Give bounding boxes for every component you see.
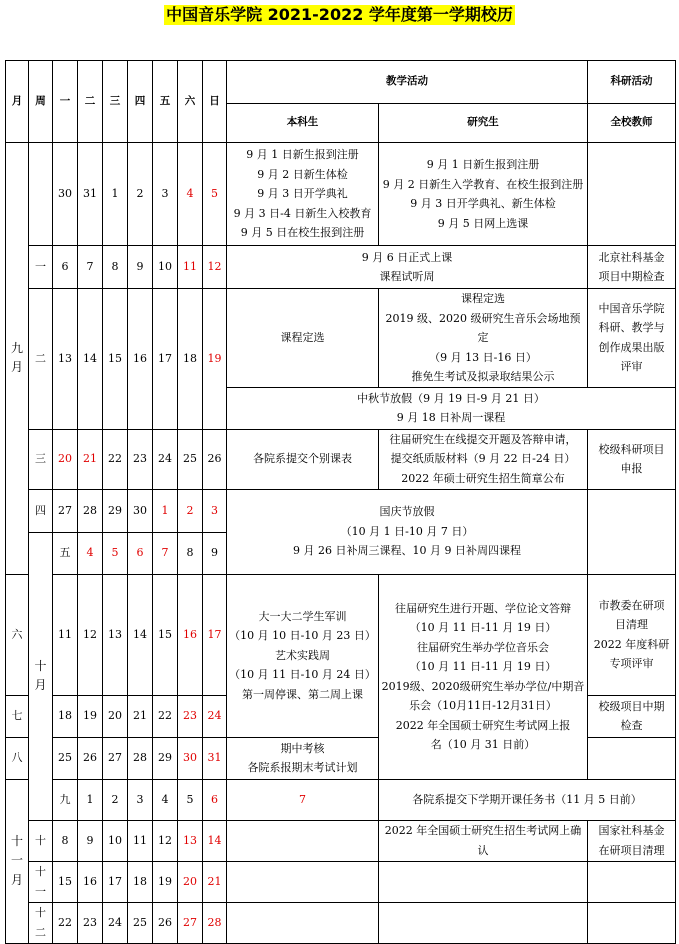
day-cell: 24: [203, 695, 227, 737]
week-row: [6, 143, 676, 246]
day-cell: 9: [78, 820, 103, 861]
day-cell: 20: [53, 429, 78, 489]
activity-research: [588, 902, 676, 943]
activity-teaching: 各院系提交下学期开课任务书（11 月 5 日前）: [379, 779, 676, 820]
holiday-mid-autumn: 中秋节放假（9 月 19 日-9 月 21 日） 9 月 18 日补周一课程: [227, 387, 676, 429]
week-row: [6, 861, 676, 902]
activity-research: 中国音乐学院 科研、教学与 创作成果出版 评审: [588, 289, 676, 388]
day-cell: 30: [128, 489, 153, 532]
day-cell: 5: [178, 779, 203, 820]
week-row: [6, 779, 676, 820]
day-cell: 17: [103, 861, 128, 902]
day-cell: 25: [128, 902, 153, 943]
activity-undergrad: 各院系提交个别课表: [227, 429, 379, 489]
day-cell: 18: [178, 289, 203, 430]
day-cell: 26: [203, 429, 227, 489]
week-label: 二: [29, 289, 53, 430]
week-row: [6, 289, 676, 388]
day-cell: 2: [128, 143, 153, 246]
header-day-sun: 日: [203, 61, 227, 143]
week-row: [6, 902, 676, 943]
day-cell: 11: [128, 820, 153, 861]
activity-undergrad: 9 月 1 日新生报到注册 9 月 2 日新生体检 9 月 3 日开学典礼 9 月 3 日-4 日新生入校教育 9 月 5 日在校生报到注册: [227, 143, 379, 246]
header-faculty: 全校教师: [588, 104, 676, 143]
day-cell: 14: [128, 574, 153, 695]
day-cell: 8: [103, 246, 128, 289]
day-cell: 30: [178, 737, 203, 779]
week-row: [6, 429, 676, 489]
day-cell: 12: [78, 574, 103, 695]
day-cell: 18: [128, 861, 153, 902]
day-cell: 27: [103, 737, 128, 779]
activity-research: [588, 861, 676, 902]
week-row: [6, 574, 676, 695]
week-row: [6, 820, 676, 861]
week-label: 九: [53, 779, 78, 820]
day-cell: 17: [203, 574, 227, 695]
header-undergrad: 本科生: [227, 104, 379, 143]
day-cell: 9: [128, 246, 153, 289]
activity-undergrad: 大一大二学生军训 （10 月 10 日-10 月 23 日） 艺术实践周 （10 月 11 日-10 月 24 日） 第一周停课、第二周上课: [227, 574, 379, 737]
day-cell: 31: [203, 737, 227, 779]
activity-graduate: 往届研究生进行开题、学位论文答辩 （10 月 11 日-11 月 19 日） 往届研究生举办学位音乐会 （10 月 11 日-11 月 19 日） 2019级、2020级研究生举办学位/中期音 乐会（10月11日-12月31日） 2022 年全国硕士研究生考试网上报 名（10 月 31 日前）: [379, 574, 588, 779]
day-cell: 31: [78, 143, 103, 246]
week-label: 十 一: [29, 861, 53, 902]
day-cell: 8: [178, 532, 203, 574]
activity-undergrad: 课程定选: [227, 289, 379, 388]
month-oct: 十 月: [29, 532, 53, 820]
activity-undergrad: [227, 861, 379, 902]
month-sep: 九 月: [6, 143, 29, 575]
activity-research: 市教委在研项 目清理 2022 年度科研 专项评审: [588, 574, 676, 695]
day-cell: 5: [203, 143, 227, 246]
activity-research: [588, 489, 676, 574]
week-label: 四: [29, 489, 53, 532]
header-day-tue: 二: [78, 61, 103, 143]
day-cell: 14: [203, 820, 227, 861]
header-day-thu: 四: [128, 61, 153, 143]
day-cell: 27: [178, 902, 203, 943]
day-cell: 15: [103, 289, 128, 430]
header-day-wed: 三: [103, 61, 128, 143]
day-cell: 26: [153, 902, 178, 943]
day-cell: 9: [203, 532, 227, 574]
page-title: 中国音乐学院 2021-2022 学年度第一学期校历: [166, 5, 513, 24]
header-day-mon: 一: [53, 61, 78, 143]
activity-graduate: 2022 年全国硕士研究生招生考试网上确 认: [379, 820, 588, 861]
week-label: [29, 143, 53, 246]
day-cell: 29: [103, 489, 128, 532]
day-cell: 19: [78, 695, 103, 737]
day-cell: 21: [78, 429, 103, 489]
activity-research: 国家社科基金 在研项目清理: [588, 820, 676, 861]
activity-undergrad: 期中考核 各院系报期末考试计划: [227, 737, 379, 779]
day-cell: 22: [53, 902, 78, 943]
day-cell: 1: [78, 779, 103, 820]
day-cell: 7: [227, 779, 379, 820]
day-cell: 1: [103, 143, 128, 246]
day-cell: 3: [153, 143, 178, 246]
week-label: 七: [6, 695, 29, 737]
day-cell: 10: [153, 246, 178, 289]
day-cell: 4: [153, 779, 178, 820]
activity-research: [588, 143, 676, 246]
header-graduate: 研究生: [379, 104, 588, 143]
header-day-fri: 五: [153, 61, 178, 143]
day-cell: 4: [78, 532, 103, 574]
day-cell: 19: [203, 289, 227, 430]
day-cell: 15: [53, 861, 78, 902]
day-cell: 3: [128, 779, 153, 820]
day-cell: 8: [53, 820, 78, 861]
day-cell: 20: [103, 695, 128, 737]
day-cell: 11: [178, 246, 203, 289]
day-cell: 13: [53, 289, 78, 430]
day-cell: 24: [103, 902, 128, 943]
activity-research: 北京社科基金 项目中期检查: [588, 246, 676, 289]
day-cell: 13: [103, 574, 128, 695]
header-research: 科研活动: [588, 61, 676, 104]
week-row: [6, 246, 676, 289]
activity-graduate: 课程定选 2019 级、2020 级研究生音乐会场地预定 （9 月 13 日-16 日） 推免生考试及拟录取结果公示: [379, 289, 588, 388]
week-label: 六: [6, 574, 29, 695]
activity-teaching: 9 月 6 日正式上课 课程试听周: [227, 246, 588, 289]
day-cell: 3: [203, 489, 227, 532]
week-label: 五: [53, 532, 78, 574]
activity-research: 校级项目中期 检查: [588, 695, 676, 737]
day-cell: 30: [53, 143, 78, 246]
activity-research: 校级科研项目 申报: [588, 429, 676, 489]
day-cell: 27: [53, 489, 78, 532]
day-cell: 25: [178, 429, 203, 489]
activity-graduate: 9 月 1 日新生报到注册 9 月 2 日新生入学教育、在校生报到注册 9 月 3 日开学典礼、新生体检 9 月 5 日网上选课: [379, 143, 588, 246]
day-cell: 21: [128, 695, 153, 737]
activity-graduate: [379, 902, 588, 943]
day-cell: 16: [78, 861, 103, 902]
day-cell: 19: [153, 861, 178, 902]
day-cell: 22: [103, 429, 128, 489]
day-cell: 13: [178, 820, 203, 861]
day-cell: 24: [153, 429, 178, 489]
day-cell: 23: [78, 902, 103, 943]
activity-graduate: [379, 861, 588, 902]
day-cell: 25: [53, 737, 78, 779]
calendar-table: [5, 60, 676, 944]
day-cell: 15: [153, 574, 178, 695]
holiday-national-day: 国庆节放假 （10 月 1 日-10 月 7 日） 9 月 26 日补周三课程、10 月 9 日补周四课程: [227, 489, 588, 574]
header-week: 周: [29, 61, 53, 143]
day-cell: 16: [128, 289, 153, 430]
day-cell: 26: [78, 737, 103, 779]
day-cell: 6: [203, 779, 227, 820]
week-label: 十: [29, 820, 53, 861]
day-cell: 23: [128, 429, 153, 489]
week-label: 三: [29, 429, 53, 489]
month-nov: 十 一 月: [6, 779, 29, 943]
day-cell: 18: [53, 695, 78, 737]
day-cell: 28: [203, 902, 227, 943]
header-day-sat: 六: [178, 61, 203, 143]
day-cell: 4: [178, 143, 203, 246]
day-cell: 5: [103, 532, 128, 574]
day-cell: 10: [103, 820, 128, 861]
day-cell: 16: [178, 574, 203, 695]
day-cell: 20: [178, 861, 203, 902]
activity-undergrad: [227, 820, 379, 861]
day-cell: 12: [153, 820, 178, 861]
day-cell: 17: [153, 289, 178, 430]
week-label: 八: [6, 737, 29, 779]
day-cell: 14: [78, 289, 103, 430]
day-cell: 6: [53, 246, 78, 289]
day-cell: 1: [153, 489, 178, 532]
day-cell: 28: [128, 737, 153, 779]
day-cell: 28: [78, 489, 103, 532]
day-cell: 21: [203, 861, 227, 902]
header-teaching: 教学活动: [227, 61, 588, 104]
day-cell: 2: [178, 489, 203, 532]
day-cell: 12: [203, 246, 227, 289]
week-label: 十 二: [29, 902, 53, 943]
day-cell: 6: [128, 532, 153, 574]
header-month: 月: [6, 61, 29, 143]
day-cell: 11: [53, 574, 78, 695]
title-bar: [0, 5, 679, 25]
day-cell: 22: [153, 695, 178, 737]
day-cell: 29: [153, 737, 178, 779]
week-label: 一: [29, 246, 53, 289]
activity-graduate: 往届研究生在线提交开题及答辩申请， 提交纸质版材料（9 月 22 日-24 日） 2022 年硕士研究生招生简章公布: [379, 429, 588, 489]
day-cell: 2: [103, 779, 128, 820]
day-cell: 7: [153, 532, 178, 574]
week-row: [6, 489, 676, 532]
day-cell: 23: [178, 695, 203, 737]
activity-undergrad: [227, 902, 379, 943]
day-cell: 7: [78, 246, 103, 289]
activity-research: [588, 737, 676, 779]
